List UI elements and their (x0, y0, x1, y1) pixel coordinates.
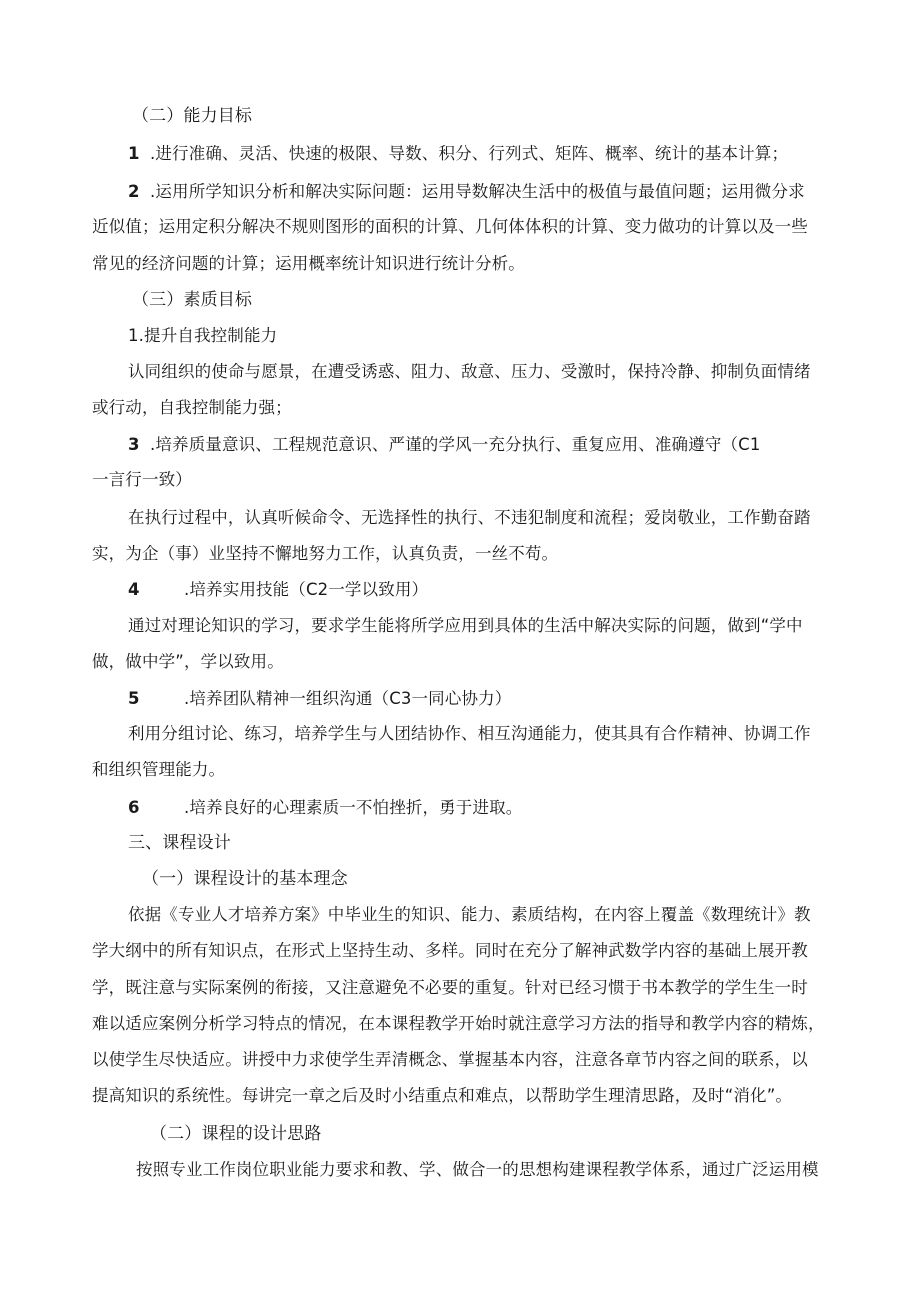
paragraph-line: 依据《专业人才培养方案》中毕业生的知识、能力、素质结构，在内容上覆盖《数理统计》教 (128, 905, 811, 924)
paragraph-line: 实，为企（事）业坚持不懈地努力工作，认真负责，一丝不苟。 (92, 544, 559, 563)
list-number: 5 (128, 689, 140, 708)
chapter-heading-course-design: 三、课程设计 (128, 833, 231, 853)
paragraph-line: 做，做中学”，学以致用。 (92, 652, 284, 671)
list-item-4 (128, 578, 428, 602)
list-number: 6 (128, 798, 140, 817)
list-item-2 (128, 180, 805, 204)
section-heading-quality-goals: （三）素质目标 (132, 290, 253, 310)
list-item-5 (128, 687, 511, 711)
paragraph-line: 以使学生尽快适应。讲授中力求使学生弄清概念、掌握基本内容，注意各章节内容之间的联系，以 (92, 1050, 808, 1069)
paragraph-line: 认同组织的使命与愿景，在遭受诱惑、阻力、敌意、压力、受激时，保持冷静、抑制负面情绪 (128, 362, 811, 381)
section-heading-basic-concept: （一）课程设计的基本理念 (142, 869, 348, 889)
list-number: 3 (128, 435, 140, 454)
paragraph-line: 常见的经济问题的计算；运用概率统计知识进行统计分析。 (92, 254, 525, 273)
paragraph-line: 提高知识的系统性。每讲完一章之后及时小结重点和难点，以帮助学生理清思路，及时“消化”。 (92, 1086, 793, 1105)
paragraph-line: 近似值；运用定积分解决不规则图形的面积的计算、几何体体积的计算、变力做功的计算以及一些 (92, 217, 808, 236)
list-item-text: .进行准确、灵活、快速的极限、导数、积分、行列式、矩阵、概率、统计的基本计算； (150, 144, 789, 163)
section-heading-ability-goals: （二）能力目标 (132, 106, 253, 126)
paragraph-line: 利用分组讨论、练习，培养学生与人团结协作、相互沟通能力，使其具有合作精神、协调工作 (128, 724, 811, 743)
paragraph-line: 在执行过程中，认真听候命令、无选择性的执行、不违犯制度和流程；爱岗敬业，工作勤奋踏 (128, 508, 811, 527)
paragraph-line: 学，既注意与实际案例的衔接，又注意避免不必要的重复。针对已经习惯于书本教学的学生生一时 (92, 978, 808, 997)
list-number: 4 (128, 580, 140, 599)
list-item-text: .培养良好的心理素质一不怕挫折，勇于进取。 (184, 798, 523, 817)
list-item-3 (128, 433, 760, 457)
paragraph-line: 一言行一致） (92, 470, 192, 489)
paragraph-line: 和组织管理能力。 (92, 760, 226, 779)
paragraph-line: 难以适应案例分析学习特点的情况，在本课程教学开始时就注意学习方法的指导和教学内容的精炼， (92, 1014, 825, 1033)
list-number: 1 (128, 144, 140, 163)
paragraph-line: 通过对理论知识的学习，要求学生能将所学应用到具体的生活中解决实际的问题，做到“学中 (128, 616, 803, 635)
list-item-heading: 1.提升自我控制能力 (128, 326, 278, 345)
paragraph-line: 学大纲中的所有知识点，在形式上坚持生动、多样。同时在充分了解神武数学内容的基础上展开教 (92, 941, 808, 960)
paragraph-line: 按照专业工作岗位职业能力要求和教、学、做合一的思想构建课程教学体系，通过广泛运用模 (136, 1160, 819, 1179)
paragraph-line: 或行动，自我控制能力强； (92, 398, 292, 417)
list-item-1 (128, 142, 788, 166)
list-item-text: .培养实用技能（C2一学以致用） (184, 580, 429, 599)
section-heading-design-idea: （二）课程的设计思路 (150, 1124, 322, 1144)
list-item-6 (128, 796, 522, 820)
list-item-text: .培养质量意识、工程规范意识、严谨的学风一充分执行、重复应用、准确遵守（C1 (150, 435, 761, 454)
list-number: 2 (128, 182, 140, 201)
list-item-text: .培养团队精神一组织沟通（C3一同心协力） (184, 689, 512, 708)
list-item-text: .运用所学知识分析和解决实际问题：运用导数解决生活中的极值与最值问题；运用微分求 (150, 182, 805, 201)
